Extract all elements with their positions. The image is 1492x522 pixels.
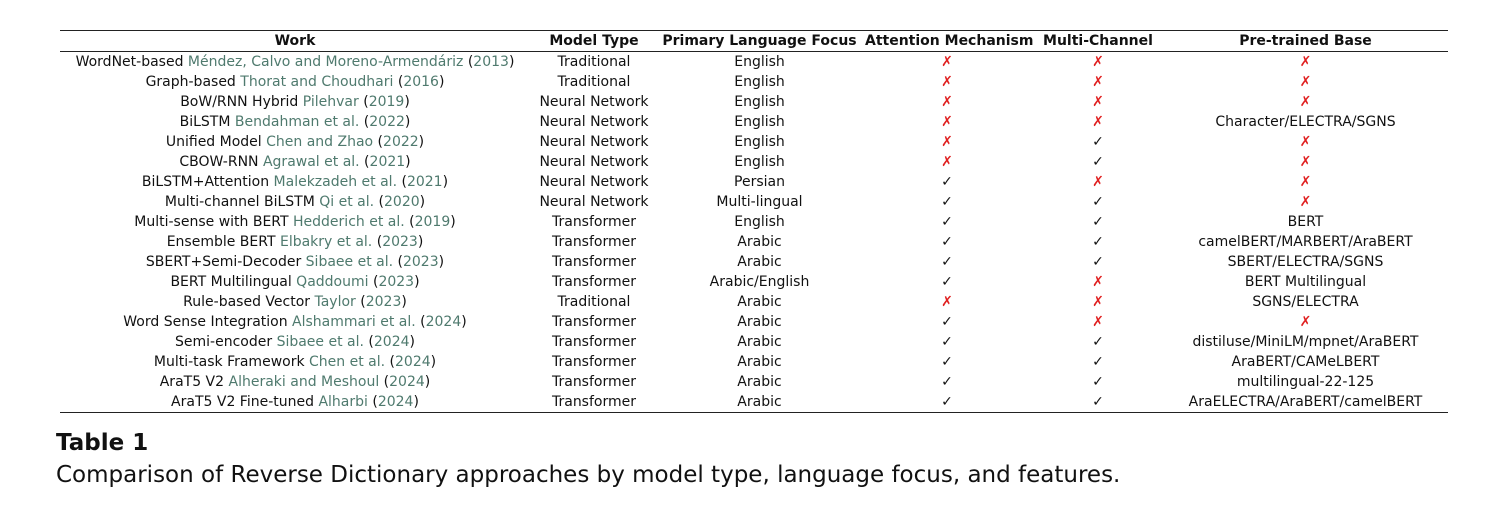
model-type-cell: Neural Network: [539, 134, 649, 150]
table-row: [60, 352, 1448, 372]
model-type-cell: Transformer: [551, 254, 636, 270]
language-cell: Arabic: [737, 374, 782, 390]
attention-cell: ✗: [941, 154, 953, 170]
table-row: [60, 92, 1448, 112]
language-cell: Multi-lingual: [716, 194, 803, 210]
table-row: [60, 72, 1448, 92]
multi-channel-cell: ✗: [1092, 314, 1104, 330]
work-cell: CBOW-RNN Agrawal et al. (2021): [179, 154, 411, 170]
work-name: BERT Multilingual: [170, 274, 292, 290]
table-row: [60, 172, 1448, 192]
work-cell: BiLSTM+Attention Malekzadeh et al. (2021): [141, 174, 449, 190]
citation-year: 2013: [473, 54, 509, 70]
work-cell: BiLSTM Bendahman et al. (2022): [179, 114, 411, 130]
pretrained-base-cell: ✗: [1299, 134, 1312, 150]
language-cell: Arabic: [737, 314, 782, 330]
citation-names: Chen et al.: [309, 354, 386, 370]
multi-channel-cell: ✓: [1092, 154, 1104, 170]
language-cell: Arabic: [737, 254, 782, 270]
work-cell: Multi-task Framework Chen et al. (2024): [153, 354, 437, 370]
multi-channel-cell: ✓: [1092, 394, 1104, 410]
citation-names: Agrawal et al.: [262, 154, 360, 170]
header-pretrained-base: Pre-trained Base: [1239, 33, 1372, 49]
caption-text: Comparison of Reverse Dictionary approaches by model type, language focus, and features.: [56, 462, 1121, 488]
citation-year: 2023: [378, 274, 415, 290]
work-cell: Multi-sense with BERT Hedderich et al. (2019): [134, 214, 456, 230]
attention-cell: ✓: [941, 334, 953, 350]
citation-year: 2022: [383, 134, 419, 150]
language-cell: Arabic: [737, 234, 782, 250]
table-row: [60, 292, 1448, 312]
work-cell: Rule-based Vector Taylor (2023): [183, 294, 407, 310]
work-name: SBERT+Semi-Decoder: [145, 254, 302, 270]
pretrained-base-cell: ✗: [1299, 194, 1312, 210]
citation-year: 2016: [403, 74, 439, 90]
comparison-table: [60, 30, 1448, 413]
work-cell: Word Sense Integration Alshammari et al. (2024): [123, 314, 467, 330]
work-name: AraT5 V2 Fine-tuned: [171, 394, 314, 410]
model-type-cell: Neural Network: [539, 94, 649, 110]
citation-names: Sibaee et al.: [276, 334, 364, 350]
model-type-cell: Transformer: [551, 214, 636, 230]
attention-cell: ✓: [941, 274, 953, 290]
model-type-cell: Neural Network: [539, 114, 649, 130]
language-cell: Persian: [734, 174, 785, 190]
citation-year: 2023: [402, 254, 439, 270]
table-row: [60, 112, 1448, 132]
work-cell: BERT Multilingual Qaddoumi (2023): [170, 274, 420, 290]
citation-year: 2024: [389, 374, 425, 390]
work-name: Multi-channel BiLSTM: [164, 194, 315, 210]
citation-year: 2019: [414, 214, 451, 230]
table-caption: [56, 428, 1120, 492]
citation-names: Thorat and Choudhari: [240, 74, 394, 90]
table-row: [60, 252, 1448, 272]
attention-cell: ✓: [941, 314, 953, 330]
pretrained-base-cell: SGNS/ELECTRA: [1252, 294, 1359, 310]
attention-cell: ✓: [941, 194, 953, 210]
attention-cell: ✓: [941, 214, 953, 230]
work-cell: AraT5 V2 Fine-tuned Alharbi (2024): [171, 394, 419, 410]
work-name: Ensemble BERT: [166, 234, 276, 250]
header-language-focus: Primary Language Focus: [662, 33, 857, 49]
multi-channel-cell: ✓: [1092, 374, 1104, 390]
model-type-cell: Transformer: [551, 374, 636, 390]
citation-names: Elbakry et al.: [279, 234, 373, 250]
work-cell: AraT5 V2 Alheraki and Meshoul (2024): [159, 374, 431, 390]
pretrained-base-cell: AraELECTRA/AraBERT/camelBERT: [1188, 394, 1423, 410]
citation-names: Pilehvar: [302, 94, 359, 110]
work-name: Semi-encoder: [175, 334, 273, 350]
attention-cell: ✓: [941, 374, 953, 390]
table-row: [60, 312, 1448, 332]
language-cell: Arabic: [737, 334, 782, 350]
table-row: [60, 132, 1448, 152]
citation-year: 2024: [373, 334, 410, 350]
citation-year: 2019: [368, 94, 405, 110]
attention-cell: ✗: [941, 74, 953, 90]
work-name: BiLSTM+Attention: [141, 174, 270, 190]
pretrained-base-cell: BERT Multilingual: [1244, 274, 1367, 290]
language-cell: English: [734, 134, 785, 150]
work-name: WordNet-based: [75, 54, 184, 70]
table-row: [60, 332, 1448, 352]
model-type-cell: Transformer: [551, 394, 636, 410]
citation-names: Taylor: [314, 294, 356, 310]
language-cell: English: [734, 154, 785, 170]
multi-channel-cell: ✗: [1092, 174, 1104, 190]
model-type-cell: Traditional: [557, 74, 631, 90]
pretrained-base-cell: ✗: [1299, 54, 1312, 70]
model-type-cell: Transformer: [551, 334, 636, 350]
multi-channel-cell: ✓: [1092, 334, 1104, 350]
citation-names: Chen and Zhao: [266, 134, 374, 150]
header-attention: Attention Mechanism: [865, 33, 1034, 49]
work-name: Rule-based Vector: [183, 294, 311, 310]
work-name: AraT5 V2: [159, 374, 225, 390]
citation-names: Malekzadeh et al.: [273, 174, 398, 190]
work-name: Word Sense Integration: [123, 314, 288, 330]
multi-channel-cell: ✗: [1092, 294, 1104, 310]
pretrained-base-cell: ✗: [1299, 74, 1312, 90]
work-cell: BoW/RNN Hybrid Pilehvar (2019): [180, 94, 410, 110]
work-name: Multi-sense with BERT: [134, 214, 289, 230]
citation-year: 2021: [369, 154, 406, 170]
pretrained-base-cell: BERT: [1287, 214, 1324, 230]
pretrained-base-cell: ✗: [1299, 314, 1312, 330]
table-row: [60, 392, 1448, 413]
citation-year: 2024: [425, 314, 462, 330]
citation-names: Bendahman et al.: [234, 114, 360, 130]
multi-channel-cell: ✗: [1092, 274, 1104, 290]
citation-year: 2024: [377, 394, 414, 410]
table-row: [60, 272, 1448, 292]
citation-names: Alshammari et al.: [292, 314, 416, 330]
work-cell: Unified Model Chen and Zhao (2022): [165, 134, 425, 150]
work-name: BoW/RNN Hybrid: [180, 94, 299, 110]
citation-names: Hedderich et al.: [293, 214, 405, 230]
header-multi-channel: Multi-Channel: [1043, 33, 1153, 49]
language-cell: Arabic: [737, 354, 782, 370]
attention-cell: ✗: [941, 294, 953, 310]
model-type-cell: Transformer: [551, 274, 636, 290]
attention-cell: ✓: [941, 394, 953, 410]
caption-label: Table 1: [56, 430, 149, 456]
work-cell: SBERT+Semi-Decoder Sibaee et al. (2023): [145, 254, 445, 270]
table-body: [60, 52, 1448, 413]
citation-names: Qaddoumi: [296, 274, 369, 290]
work-name: Unified Model: [165, 134, 262, 150]
model-type-cell: Neural Network: [539, 174, 649, 190]
table-row: [60, 372, 1448, 392]
work-cell: Ensemble BERT Elbakry et al. (2023): [166, 234, 424, 250]
multi-channel-cell: ✓: [1092, 234, 1104, 250]
citation-names: Sibaee et al.: [305, 254, 394, 270]
attention-cell: ✗: [941, 114, 953, 130]
pretrained-base-cell: Character/ELECTRA/SGNS: [1215, 114, 1396, 130]
citation-names: Alheraki and Meshoul: [228, 374, 380, 390]
attention-cell: ✗: [941, 94, 953, 110]
model-type-cell: Transformer: [551, 234, 636, 250]
table-row: [60, 52, 1448, 73]
language-cell: English: [734, 214, 785, 230]
multi-channel-cell: ✓: [1092, 134, 1104, 150]
multi-channel-cell: ✗: [1092, 74, 1104, 90]
pretrained-base-cell: camelBERT/MARBERT/AraBERT: [1198, 234, 1413, 250]
model-type-cell: Neural Network: [539, 194, 649, 210]
citation-year: 2022: [369, 114, 405, 130]
multi-channel-cell: ✓: [1092, 354, 1104, 370]
work-name: Multi-task Framework: [153, 354, 305, 370]
citation-names: Méndez, Calvo and Moreno-Armendáriz: [187, 54, 464, 70]
attention-cell: ✓: [941, 354, 953, 370]
attention-cell: ✗: [941, 134, 953, 150]
header-work: Work: [274, 33, 316, 49]
multi-channel-cell: ✗: [1092, 54, 1104, 70]
citation-year: 2021: [406, 174, 443, 190]
attention-cell: ✓: [941, 254, 953, 270]
language-cell: Arabic: [737, 294, 782, 310]
model-type-cell: Traditional: [557, 54, 631, 70]
model-type-cell: Traditional: [557, 294, 631, 310]
table-row: [60, 232, 1448, 252]
comparison-table-container: [60, 30, 1448, 413]
citation-year: 2020: [384, 194, 420, 210]
attention-cell: ✓: [941, 234, 953, 250]
work-cell: Semi-encoder Sibaee et al. (2024): [175, 334, 415, 350]
work-name: Graph-based: [145, 74, 236, 90]
citation-year: 2024: [395, 354, 431, 370]
model-type-cell: Transformer: [551, 314, 636, 330]
multi-channel-cell: ✓: [1092, 214, 1104, 230]
work-cell: Multi-channel BiLSTM Qi et al. (2020): [164, 194, 426, 210]
language-cell: Arabic: [737, 394, 782, 410]
citation-names: Qi et al.: [319, 194, 375, 210]
pretrained-base-cell: ✗: [1299, 174, 1312, 190]
pretrained-base-cell: distiluse/MiniLM/mpnet/AraBERT: [1192, 334, 1419, 350]
multi-channel-cell: ✗: [1092, 114, 1104, 130]
work-cell: Graph-based Thorat and Choudhari (2016): [145, 74, 445, 90]
work-name: CBOW-RNN: [179, 154, 259, 170]
pretrained-base-cell: ✗: [1299, 154, 1312, 170]
language-cell: English: [734, 54, 785, 70]
pretrained-base-cell: SBERT/ELECTRA/SGNS: [1227, 254, 1384, 270]
citation-year: 2023: [365, 294, 402, 310]
multi-channel-cell: ✓: [1092, 254, 1104, 270]
header-row: [60, 31, 1448, 52]
multi-channel-cell: ✗: [1092, 94, 1104, 110]
multi-channel-cell: ✓: [1092, 194, 1104, 210]
language-cell: English: [734, 74, 785, 90]
pretrained-base-cell: AraBERT/CAMeLBERT: [1231, 354, 1380, 370]
table-header: [60, 31, 1448, 52]
language-cell: English: [734, 114, 785, 130]
header-model-type: Model Type: [549, 33, 639, 49]
citation-names: Alharbi: [318, 394, 368, 410]
pretrained-base-cell: ✗: [1299, 94, 1312, 110]
table-row: [60, 212, 1448, 232]
attention-cell: ✗: [941, 54, 953, 70]
model-type-cell: Transformer: [551, 354, 636, 370]
table-row: [60, 152, 1448, 172]
citation-year: 2023: [382, 234, 418, 250]
table-row: [60, 192, 1448, 212]
pretrained-base-cell: multilingual-22-125: [1236, 374, 1375, 390]
attention-cell: ✓: [941, 174, 953, 190]
work-name: BiLSTM: [179, 114, 231, 130]
language-cell: Arabic/English: [709, 274, 810, 290]
model-type-cell: Neural Network: [539, 154, 649, 170]
work-cell: WordNet-based Méndez, Calvo and Moreno-Armendáriz (2013): [75, 54, 515, 70]
language-cell: English: [734, 94, 785, 110]
